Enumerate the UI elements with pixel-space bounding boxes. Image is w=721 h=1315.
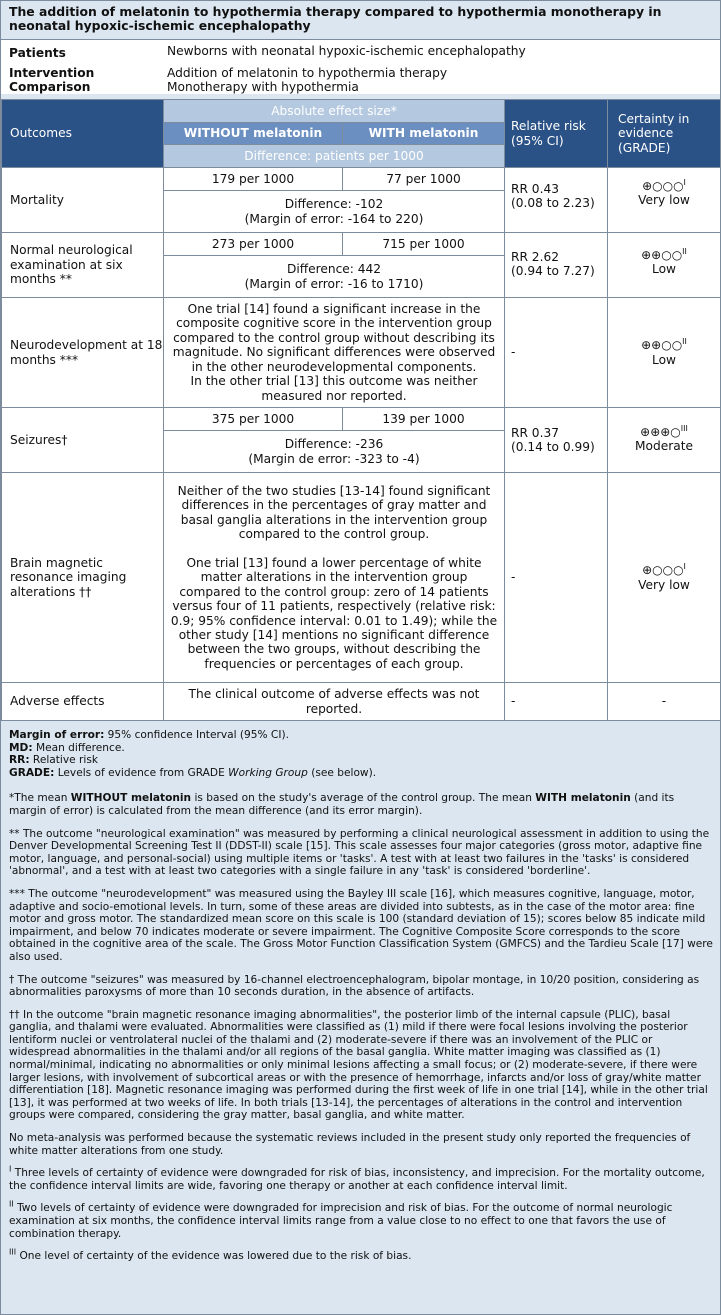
seizures-with: 139 per 1000 [343, 408, 505, 431]
patients-label: Patients [9, 46, 66, 60]
neurodev-narrative: One trial [14] found a significant increase in the composite cognitive score in the intervention group compared to the control group without describing its magnitude. No significant differences were observed in the other neurodevelopmental components. In the other trial [13] this outcome was neither measured nor reported. [164, 298, 505, 408]
comparison-label: Comparison [9, 80, 91, 94]
comparison-value: Monotherapy with hypothermia [167, 80, 359, 94]
outcome-neuro-exam: Normal neurological examination at six months ** [2, 233, 164, 298]
seizures-without: 375 per 1000 [164, 408, 343, 431]
grade-symbol: ⊕○○○ [642, 179, 684, 193]
note-seizures: † The outcome "seizures" was measured by 16-channel electroencephalogram, bipolar montage, in 10/20 position, considering as abnormalities paroxysms of more than 10 seconds duration, in the absence of artifacts. [9, 973, 700, 999]
seizures-certainty: ⊕⊕⊕○$^{III}$ Moderate [608, 408, 721, 473]
header-difference: Difference: patients per 1000 [164, 145, 505, 168]
adverse-rr: - [505, 683, 608, 721]
mortality-rr: RR 0.43 (0.08 to 2.23) [505, 168, 608, 233]
header-relative-risk: Relative risk (95% CI) [505, 100, 608, 168]
grade-symbol: ⊕⊕○○ [641, 248, 683, 262]
mri-certainty: ⊕○○○$^I$ Very low [608, 473, 721, 683]
table-title: The addition of melatonin to hypothermia therapy compared to hypothermia monotherapy in neonatal hypoxic-ischemic encephalopathy [9, 4, 662, 33]
intervention-label: Intervention [9, 66, 95, 80]
neuro-exam-without: 273 per 1000 [164, 233, 343, 256]
neuro-exam-with: 715 per 1000 [343, 233, 505, 256]
outcome-adverse-effects: Adverse effects [2, 683, 164, 721]
footnotes [9, 729, 713, 1273]
patients-value: Newborns with neonatal hypoxic-ischemic encephalopathy [167, 44, 526, 58]
note-meta-analysis: No meta-analysis was performed because the systematic reviews included in the present study only reported the frequencies of white matter alterations from one study. [9, 1132, 691, 1157]
intervention-value: Addition of melatonin to hypothermia therapy [167, 66, 448, 80]
pico-block [1, 40, 720, 94]
outcome-seizures: Seizures† [2, 408, 164, 473]
note-margin-of-error: Margin of error: 95% confidence Interval (95% CI). [9, 729, 289, 741]
adverse-narrative: The clinical outcome of adverse effects was not reported. [164, 683, 505, 721]
note-neurodevelopment: *** The outcome "neurodevelopment" was measured using the Bayley III scale [16], which measures cognitive, language, motor, adaptive and socio-emotional levels. In turn, some of these areas are divided into subtests, as in the case of the motor area: fine motor and gross motor. The standardized mean score on this scale is 100 (standard deviation of 15); scores below 85 indicate mild impairment, and below 70 indicates moderate or severe impairment. The Cognitive Composite Score corresponds to the score obtained in the cognitive area of the scale. The Gross Motor Function Classification System (GMFCS) and the Tardieu Scale [17] were also used. [9, 887, 713, 963]
outcome-mortality: Mortality [2, 168, 164, 233]
grade-symbol: ⊕○○○ [642, 563, 684, 578]
mortality-with: 77 per 1000 [343, 168, 505, 191]
outcomes-table [1, 99, 721, 721]
mortality-difference: Difference: -102 (Margin of error: -164 to 220) [164, 191, 505, 233]
note-md: MD: Mean difference. [9, 741, 125, 754]
note-grade-i: $^I$ Three levels of certainty of evidence were downgraded for risk of bias, inconsistency, and imprecision. For the mortality outcome, the confidence interval limits are wide, favoring one therapy or another at each confidence interval limit. [9, 1164, 705, 1192]
header-absolute-effect: Absolute effect size* [164, 100, 505, 123]
header-certainty: Certainty in evidence (GRADE) [608, 100, 721, 168]
table-title-bar [1, 1, 720, 40]
mortality-without: 179 per 1000 [164, 168, 343, 191]
neuro-exam-rr: RR 2.62 (0.94 to 7.27) [505, 233, 608, 298]
grade-symbol: ⊕⊕⊕○ [640, 425, 681, 439]
adverse-certainty: - [608, 683, 721, 721]
note-grade: GRADE: Levels of evidence from GRADE Working Group (see below). [9, 766, 377, 779]
neuro-exam-certainty: ⊕⊕○○$^{II}$ Low [608, 233, 721, 298]
mri-rr: - [505, 473, 608, 683]
header-with-melatonin: WITH melatonin [343, 123, 505, 145]
header-without-melatonin: WITHOUT melatonin [164, 123, 343, 145]
seizures-difference: Difference: -236 (Margin de error: -323 to -4) [164, 431, 505, 473]
note-neuro-exam: ** The outcome "neurological examination" was measured by performing a clinical neurological assessment in addition to using the Denver Developmental Screening Test II (DDST-II) scale [15]. This scale assesses four major categories (gross motor, adaptive fine motor, language, and personal-social) using multiple items or 'tasks'. A test with at least two failures in the 'tasks' is considered 'abnormal', and a test with at least two categories with a single failure in any 'task' is considered 'borderline'. [9, 827, 710, 878]
neurodev-certainty: ⊕⊕○○$^{II}$ Low [608, 298, 721, 408]
note-mean: *The mean WITHOUT melatonin is based on the study's average of the control group. The mean WITH melatonin (and its margin of error) is calculated from the mean difference (and its error margin). [9, 792, 675, 817]
outcome-neurodevelopment: Neurodevelopment at 18 months *** [2, 298, 164, 408]
grade-symbol: ⊕⊕○○ [641, 338, 683, 353]
note-grade-iii: $^{III}$ One level of certainty of the evidence was lowered due to the risk of bias. [9, 1247, 412, 1263]
mortality-certainty: ⊕○○○$^I$ Very low [608, 168, 721, 233]
outcome-mri: Brain magnetic resonance imaging alterations †† [2, 473, 164, 683]
note-mri: †† In the outcome "brain magnetic resonance imaging abnormalities", the posterior limb of the internal capsule (PLIC), basal ganglia, and thalami were evaluated. Abnormalities were classified as (1) mild if there were focal lesions involving the posterior lentiform nuclei or ventrolateral nuclei of the thalami and (2) moderate-severe if there was an involvement of the PLIC or widespread abnormalities in the thalami and/or all regions of the basal ganglia. White matter imaging was classified as (1) normal/minimal, indicating no abnormalities or only minimal lesions affecting a small focus; or (2) moderate-severe, if there were larger lesions, with involvement of subcortical areas or with the presence of hemorrhage, infarcts and/or loss of gray/white matter differentiation [18]. Magnetic resonance imaging was performed during the first week of life in one trial [14], while in the other trial [13], it was performed at two weeks of life. In both trials [13-14], the percentages of alterations in the control and intervention groups were compared, considering the gray matter, basal ganglia, and white matter. [9, 1008, 708, 1122]
neuro-exam-difference: Difference: 442 (Margin of error: -16 to 1710) [164, 256, 505, 298]
header-outcomes: Outcomes [2, 100, 164, 168]
mri-narrative: Neither of the two studies [13-14] found significant differences in the percentages of gray matter and basal ganglia alterations in the intervention group compared to the control group. One trial [13] found a lower percentage of white matter alterations in the intervention group compared to the control group: zero of 14 patients versus four of 11 patients, respectively (relative risk: 0.9; 95% confidence interval: 0.01 to 1.49); while the other study [14] mentions no significant difference between the two groups, without describing the frequencies or percentages of each group. [164, 473, 505, 683]
note-grade-ii: $^{II}$ Two levels of certainty of evidence were downgraded for imprecision and risk of bias. For the outcome of normal neurologic examination at six months, the confidence interval limits range from a value close to no effect to one that favors the use of combination therapy. [9, 1199, 673, 1240]
note-rr: RR: Relative risk [9, 754, 98, 767]
neurodev-rr: - [505, 298, 608, 408]
seizures-rr: RR 0.37 (0.14 to 0.99) [505, 408, 608, 473]
